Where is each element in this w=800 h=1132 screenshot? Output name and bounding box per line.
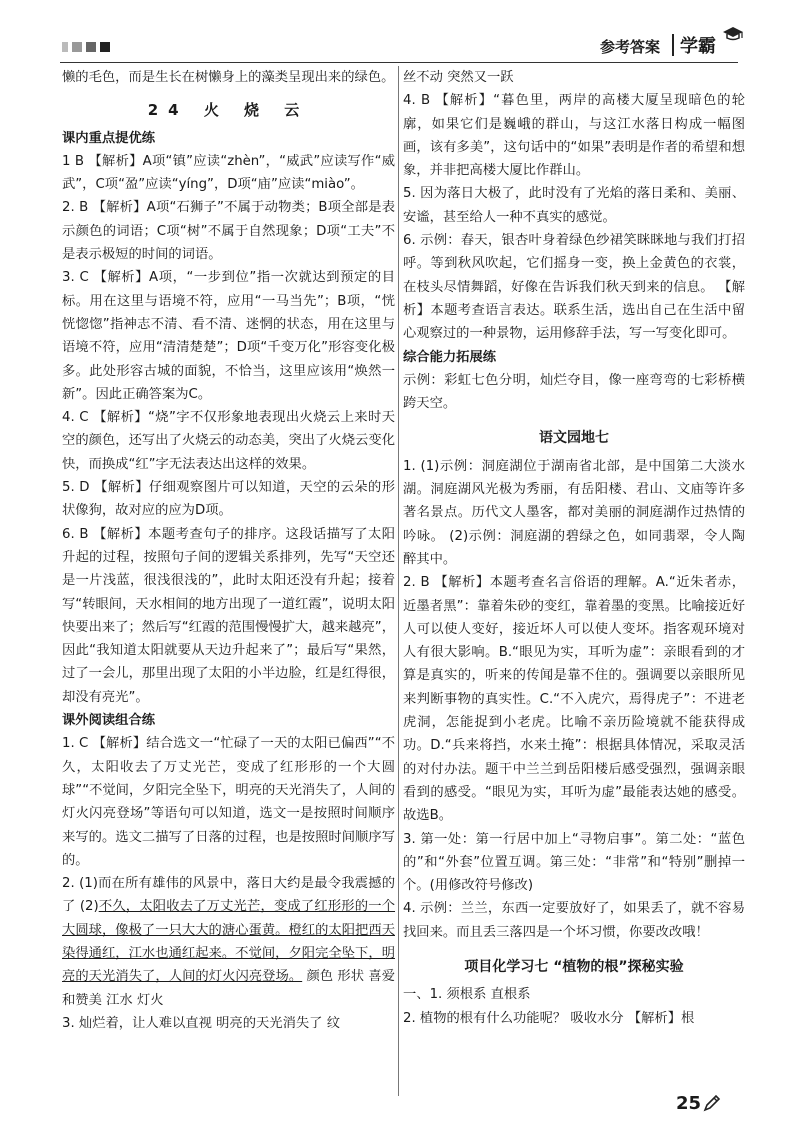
answer-item: 2. 植物的根有什么功能呢？ 吸收水分 【解析】根: [403, 1010, 695, 1026]
underlined-sentence: 不久，太阳收去了万丈光芒，变成了红形形的一个大圆球，像极了一只大大的溏心蛋黄。橙红的太阳把西天染得通红，江水也通红起来。不觉间，夕阳完全坠下，明亮的天光消失了，人间的灯火闪亮登场。: [62, 899, 396, 985]
continued-text: 丝不动 突然又一跃: [403, 70, 514, 85]
answer-item: 3. 第一处：第一行居中加上“寻物启事”。第二处：“蓝色的”和“外套”位置互调。第三处：“非常”和“特别”删掉一个。(用修改符号修改): [403, 831, 745, 894]
answer-item: 2. B 【解析】A项“石狮子”不属于动物类；B项全部是表示颜色的词语；C项“树”不属于自然现象；D项“工夫”不是表示极短的时间的词语。: [62, 200, 395, 263]
answer-item: 6. B 【解析】本题考查句子的排序。这段话描写了太阳升起的过程，按照句子间的逻辑关系排列，先写“天空还是一片浅蓝，很浅很浅的”，此时太阳还没有升起；接着写“转眼间，天水相间的地方出现了一道红霞”，说明太阳快要出来了；然后写“红霞的范围慢慢扩大，越来越亮”，因此“我知道太阳就要从天边升起来了”；最后写“果然，过了一会儿，那里出现了太阳的小半边脸，红是红得很，却没有亮光”。: [62, 526, 395, 705]
left-column: [62, 66, 395, 1035]
right-column: [403, 66, 745, 1030]
column-divider: [398, 66, 399, 1096]
subsection-heading: 课内重点提优练: [62, 130, 156, 146]
graduation-cap-icon: [722, 26, 744, 42]
section-title: 项目化学习七 “植物的根”探秘实验: [464, 958, 684, 975]
answer-item: 3. 灿烂着，让人难以直视 明亮的天光消失了 纹: [62, 1015, 341, 1031]
answer-item: 4. C 【解析】“烧”字不仅形象地表现出火烧云上来时天空的颜色，还写出了火烧云的动态美，突出了火烧云变化快，而换成“红”字无法表达出这样的效果。: [62, 410, 395, 472]
section-title: 语文园地七: [539, 430, 609, 447]
brand-logo: 学霸: [680, 36, 716, 57]
answer-item: 4. B 【解析】“暮色里，两岸的高楼大厦呈现暗色的轮廓，如果它们是巍峨的群山，与这江水落日构成一幅图画，该有多美”，这句话中的“如果”表明是作者的希望和想象，并非把高楼大厦比作群山。: [403, 93, 745, 179]
answer-item: 2. B 【解析】本题考查名言俗语的理解。A.“近朱者赤，近墨者黑”：靠着朱砂的变红，靠着墨的变黑。比喻接近好人可以使人变好，接近坏人可以使人变坏。指客观环境对人有很大影响。B.“眼见为实，耳听为虚”：亲眼看到的才算是真实的，听来的传闻是靠不住的。强调要以亲眼所见来判断事物的真实性。C.“不入虎穴，焉得虎子”：不进老虎洞，怎能捉到小老虎。比喻不亲历险境就不能获得成功。D.“兵来将挡，水来土掩”：根据具体情况，采取灵活的对付办法。题干中兰兰到岳阳楼后感受强烈，强调亲眼看到的感受。“眼见为实，耳听为虚”最能表达她的感受。故选B。: [403, 575, 745, 824]
answer-item: 6. 示例：春天，银杏叶身着绿色纱裙笑眯眯地与我们打招呼。等到秋风吹起，它们摇身一变，换上金黄色的衣裳，在枝头尽情舞蹈，好像在告诉我们秋天到来的信息。 【解析】本题考查语言表达。联系生活，选出自己在生活中留心观察过的一种景物，运用修辞手法，写一写变化即可。: [403, 233, 745, 342]
pencil-icon: [702, 1093, 722, 1113]
answer-item: 3. C 【解析】A项，“一步到位”指一次就达到预定的目标。用在这里与语境不符，应用“一马当先”；B项，“恍恍惚惚”指神志不清、看不清、迷惘的状态，用在这里与语境不符，应用“清清楚楚”；D项“千变万化”形容变化极多。此处形容古城的面貌，不恰当，这里应该用“焕然一新”。因此正确答案为C。: [62, 270, 395, 402]
answer-item: 5. 因为落日大极了，此时没有了光焰的落日柔和、美丽、安谧，甚至给人一种不真实的感觉。: [403, 186, 745, 225]
page-header: [0, 0, 800, 62]
header-title: 参考答案: [600, 38, 661, 56]
header-rule: [60, 62, 738, 63]
subsection-heading: 课外阅读组合练: [62, 713, 156, 729]
answer-item: [62, 872, 395, 1012]
page-number: 25: [676, 1093, 702, 1114]
header-decoration: [62, 42, 110, 52]
answer-text: 2. (1)而在所有雄伟的风景中，落日大约是最令我震撼的了 (2): [62, 876, 395, 915]
answer-item: 示例：彩虹七色分明，灿烂夺目，像一座弯弯的七彩桥横跨天空。: [403, 372, 745, 412]
answer-item: 1. (1)示例：洞庭湖位于湖南省北部，是中国第二大淡水湖。洞庭湖风光极为秀丽，有岳阳楼、君山、文庙等许多著名景点。历代文人墨客，都对美丽的洞庭湖作过热情的吟咏。 (2)示例：洞庭湖的碧绿之色，如同翡翠，令人陶醉其中。: [403, 458, 745, 567]
answer-item: 1. C 【解析】结合选文一“忙碌了一天的太阳已偏西”“不久，太阳收去了万丈光芒，变成了红形形的一个大圆球”“不觉间，夕阳完全坠下，明亮的天光消失了，人间的灯火闪亮登场”等语句可以知道，选文一是按照时间顺序来写的。选文二描写了日落的过程，也是按照时间顺序写的。: [62, 736, 395, 868]
answer-item: 一、1. 须根系 直根系: [403, 987, 531, 1003]
section-title: 24 火 烧 云: [147, 101, 310, 120]
continued-text: 懒的毛色，而是生长在树懒身上的藻类呈现出来的绿色。: [62, 70, 395, 85]
page-footer: [676, 1093, 746, 1119]
subsection-heading: 综合能力拓展练: [403, 349, 497, 365]
answer-text: 颜色 形状 喜爱和赞美 江水 灯火: [62, 969, 395, 1008]
answer-item: 1 B 【解析】A项“镇”应读“zhèn”，“威武”应读写作“威武”，C项“盈”应读“yíng”，D项“庙”应读“miào”。: [62, 153, 395, 193]
answer-item: 5. D 【解析】仔细观察图片可以知道，天空的云朵的形状像狗，故对应的应为D项。: [62, 480, 395, 519]
header-separator: [672, 34, 674, 56]
answer-item: 4. 示例：兰兰，东西一定要放好了，如果丢了，就不容易找回来。而且丢三落四是一个坏习惯，你要改改哦！: [403, 901, 745, 940]
